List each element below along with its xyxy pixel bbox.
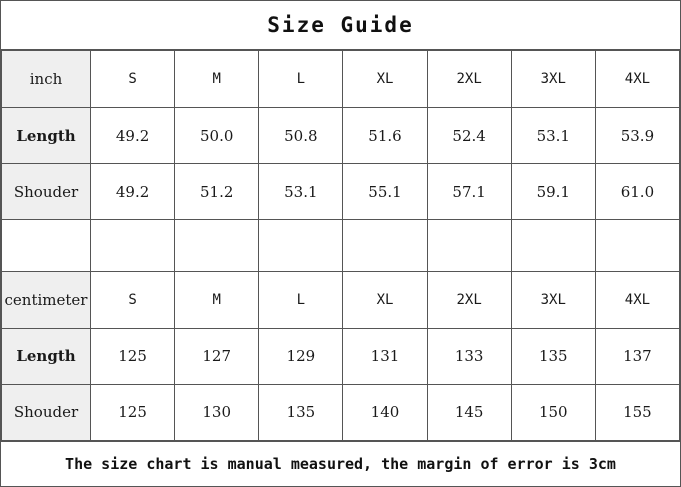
size-header-s: S <box>91 51 175 108</box>
size-header-cm-m: M <box>175 271 259 328</box>
cell-inch-length-m: 50.0 <box>175 108 259 164</box>
cell-inch-shouder-s: 49.2 <box>91 164 175 220</box>
spacer-cell-2 <box>91 220 175 272</box>
size-header-2xl: 2XL <box>427 51 511 108</box>
table-row-cm-length <box>2 328 680 384</box>
cell-inch-length-l: 50.8 <box>259 108 343 164</box>
row-label-shouder-cm: Shouder <box>2 384 91 440</box>
size-header-m: M <box>175 51 259 108</box>
cell-inch-length-s: 49.2 <box>91 108 175 164</box>
cell-inch-length-4xl: 53.9 <box>595 108 679 164</box>
cell-inch-shouder-l: 53.1 <box>259 164 343 220</box>
row-label-length-cm: Length <box>2 328 91 384</box>
cell-inch-length-3xl: 53.1 <box>511 108 595 164</box>
cell-cm-shouder-s: 125 <box>91 384 175 440</box>
size-header-l: L <box>259 51 343 108</box>
size-header-cm-s: S <box>91 271 175 328</box>
size-header-cm-xl: XL <box>343 271 427 328</box>
cell-inch-shouder-xl: 55.1 <box>343 164 427 220</box>
size-header-cm-l: L <box>259 271 343 328</box>
spacer-cell-5 <box>343 220 427 272</box>
table-row-inch-length <box>2 108 680 164</box>
cell-cm-length-l: 129 <box>259 328 343 384</box>
cell-inch-shouder-2xl: 57.1 <box>427 164 511 220</box>
cell-cm-shouder-l: 135 <box>259 384 343 440</box>
spacer-cell-3 <box>175 220 259 272</box>
unit-label-centimeter: centimeter <box>2 271 91 328</box>
size-header-cm-2xl: 2XL <box>427 271 511 328</box>
cell-cm-shouder-2xl: 145 <box>427 384 511 440</box>
cell-cm-shouder-m: 130 <box>175 384 259 440</box>
cell-cm-shouder-xl: 140 <box>343 384 427 440</box>
cell-inch-length-2xl: 52.4 <box>427 108 511 164</box>
size-header-4xl: 4XL <box>595 51 679 108</box>
cell-cm-length-m: 127 <box>175 328 259 384</box>
row-label-shouder-inch: Shouder <box>2 164 91 220</box>
cell-cm-length-s: 125 <box>91 328 175 384</box>
spacer-cell-1 <box>2 220 91 272</box>
cell-inch-length-xl: 51.6 <box>343 108 427 164</box>
size-chart-table <box>1 50 680 441</box>
size-header-cm-3xl: 3XL <box>511 271 595 328</box>
spacer-cell-6 <box>427 220 511 272</box>
cell-cm-length-2xl: 133 <box>427 328 511 384</box>
cell-cm-shouder-3xl: 150 <box>511 384 595 440</box>
cell-cm-length-xl: 131 <box>343 328 427 384</box>
size-header-xl: XL <box>343 51 427 108</box>
cell-inch-shouder-4xl: 61.0 <box>595 164 679 220</box>
table-row-inch-shouder <box>2 164 680 220</box>
measurement-disclaimer: The size chart is manual measured, the margin of error is 3cm <box>1 441 680 486</box>
page-title: Size Guide <box>1 1 680 50</box>
unit-label-inch: inch <box>2 51 91 108</box>
row-label-length-inch: Length <box>2 108 91 164</box>
cell-cm-length-4xl: 137 <box>595 328 679 384</box>
spacer-cell-4 <box>259 220 343 272</box>
cell-inch-shouder-3xl: 59.1 <box>511 164 595 220</box>
size-header-cm-4xl: 4XL <box>595 271 679 328</box>
table-row-spacer <box>2 220 680 272</box>
table-row-unit-inch <box>2 51 680 108</box>
cell-inch-shouder-m: 51.2 <box>175 164 259 220</box>
cell-cm-shouder-4xl: 155 <box>595 384 679 440</box>
spacer-cell-7 <box>511 220 595 272</box>
table-row-unit-centimeter <box>2 271 680 328</box>
spacer-cell-8 <box>595 220 679 272</box>
cell-cm-length-3xl: 135 <box>511 328 595 384</box>
table-row-cm-shouder <box>2 384 680 440</box>
size-header-3xl: 3XL <box>511 51 595 108</box>
